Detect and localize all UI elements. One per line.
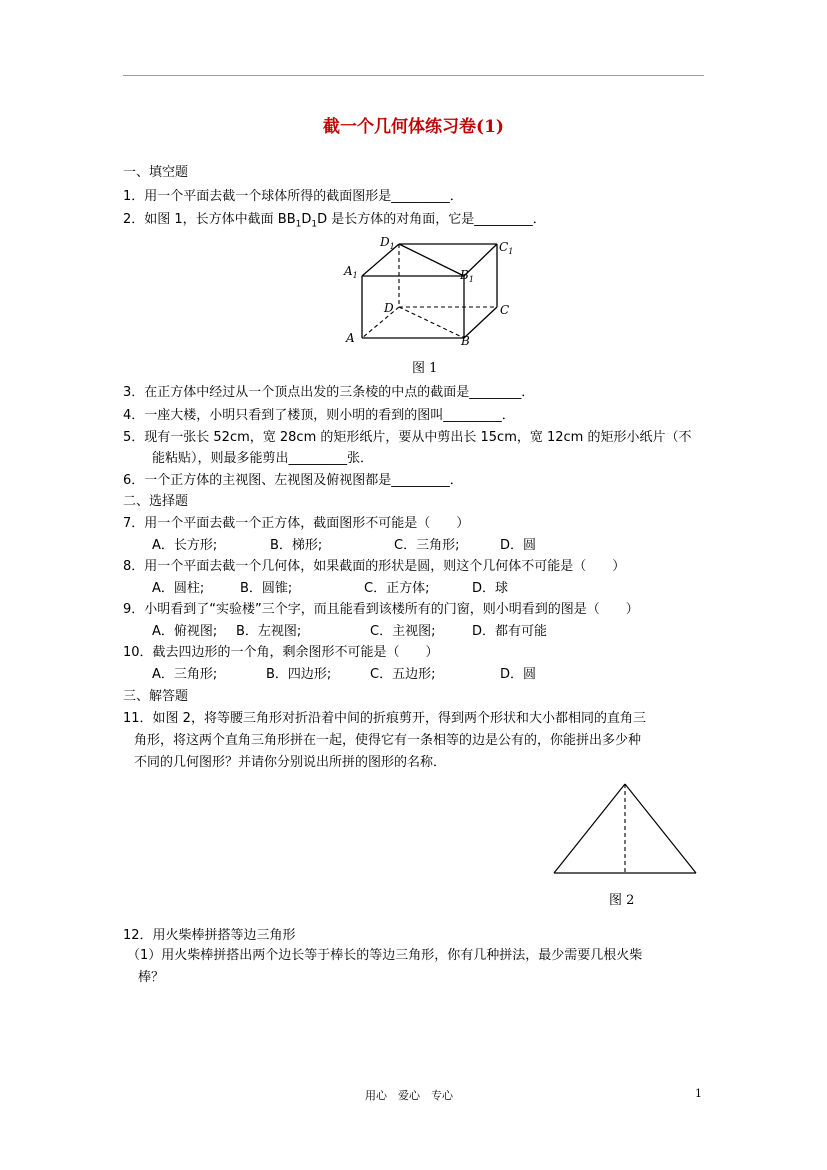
- question-11-line-2: 角形，将这两个直角三角形拼在一起，使得它有一条相等的边是公有的，你能拼出多少种: [134, 733, 642, 748]
- label-D: D: [384, 301, 394, 315]
- question-2: 2．如图 1，长方体中截面 $BB_1D_1D$ 是长方体的对角面，它是_________．: [123, 212, 546, 230]
- q8-option-d: D．球: [472, 581, 509, 596]
- question-7: 7．用一个平面去截一个正方体，截面图形不可能是（ ）: [123, 516, 470, 531]
- q10-option-d: D．圆: [500, 667, 537, 682]
- q7-option-d: D．圆: [500, 538, 537, 553]
- figure-1-caption: 图 1: [412, 361, 438, 376]
- question-10: 10．截去四边形的一个角，剩余图形不可能是（ ）: [123, 645, 439, 660]
- question-5-line-1: 5．现有一张长 52cm，宽 28cm 的矩形纸片，要从中剪出长 15cm，宽 12cm 的矩形小纸片（不: [123, 430, 692, 445]
- question-11-line-3: 不同的几何图形？并请你分别说出所拼的图形的名称．: [134, 755, 447, 770]
- q10-option-c: C．五边形;: [370, 667, 436, 682]
- q9-option-d: D．都有可能: [472, 624, 548, 639]
- question-8: 8．用一个平面去截一个几何体，如果截面的形状是圆，则这个几何体不可能是（ ）: [123, 559, 626, 574]
- label-D1: $D_1$: [380, 235, 395, 251]
- question-1: 1．用一个平面去截一个球体所得的截面图形是_________．: [123, 189, 463, 204]
- label-B: B: [461, 334, 470, 348]
- question-6: 6．一个正方体的主视图、左视图及俯视图都是_________．: [123, 473, 463, 488]
- q9-option-c: C．主视图;: [370, 624, 436, 639]
- figure-2-caption: 图 2: [609, 893, 635, 908]
- page-number: 1: [695, 1087, 702, 1100]
- label-B1: $B_1$: [460, 268, 474, 284]
- header-rule: [123, 75, 704, 76]
- figure-1-cuboid: [340, 232, 520, 382]
- label-C1: $C_1$: [499, 240, 514, 256]
- question-12-part-1-line-2: 棒？: [138, 970, 165, 985]
- question-11-line-1: 11．如图 2，将等腰三角形对折沿着中间的折痕剪开，得到两个形状和大小都相同的直角三: [123, 711, 646, 726]
- label-A: A: [346, 331, 355, 345]
- label-C: C: [500, 303, 510, 317]
- footer-motto: 用心 爱心 专心: [365, 1089, 453, 1102]
- section-fill-heading: 一、填空题: [123, 165, 189, 180]
- question-12: 12．用火柴棒拼搭等边三角形: [123, 928, 296, 943]
- section-choice-heading: 二、选择题: [123, 494, 189, 509]
- page-title: 截一个几何体练习卷(1): [323, 117, 504, 137]
- q7-option-b: B．梯形;: [270, 538, 323, 553]
- question-4: 4．一座大楼，小明只看到了楼顶，则小明的看到的图叫_________．: [123, 408, 515, 423]
- q9-option-a: A．俯视图;: [152, 624, 218, 639]
- question-12-part-1-line-1: （1）用火柴棒拼搭出两个边长等于棒长的等边三角形，你有几种拼法，最少需要几根火柴: [127, 948, 643, 963]
- q10-option-b: B．四边形;: [266, 667, 332, 682]
- q10-option-a: A．三角形;: [152, 667, 218, 682]
- label-A1: $A_1$: [344, 264, 358, 280]
- q8-option-c: C．正方体;: [364, 581, 430, 596]
- q8-option-b: B．圆锥;: [240, 581, 293, 596]
- q8-option-a: A．圆柱;: [152, 581, 205, 596]
- q9-option-b: B．左视图;: [236, 624, 302, 639]
- figure-2-triangle: [550, 780, 700, 880]
- question-3: 3．在正方体中经过从一个顶点出发的三条棱的中点的截面是________．: [123, 385, 535, 400]
- question-5-line-2: 能粘贴），则最多能剪出_________张．: [152, 451, 374, 466]
- section-answer-heading: 三、解答题: [123, 689, 189, 704]
- question-9: 9．小明看到了“实验楼”三个字，而且能看到该楼所有的门窗，则小明看到的图是（ ）: [123, 602, 639, 617]
- q7-option-a: A．长方形;: [152, 538, 218, 553]
- q7-option-c: C．三角形;: [394, 538, 460, 553]
